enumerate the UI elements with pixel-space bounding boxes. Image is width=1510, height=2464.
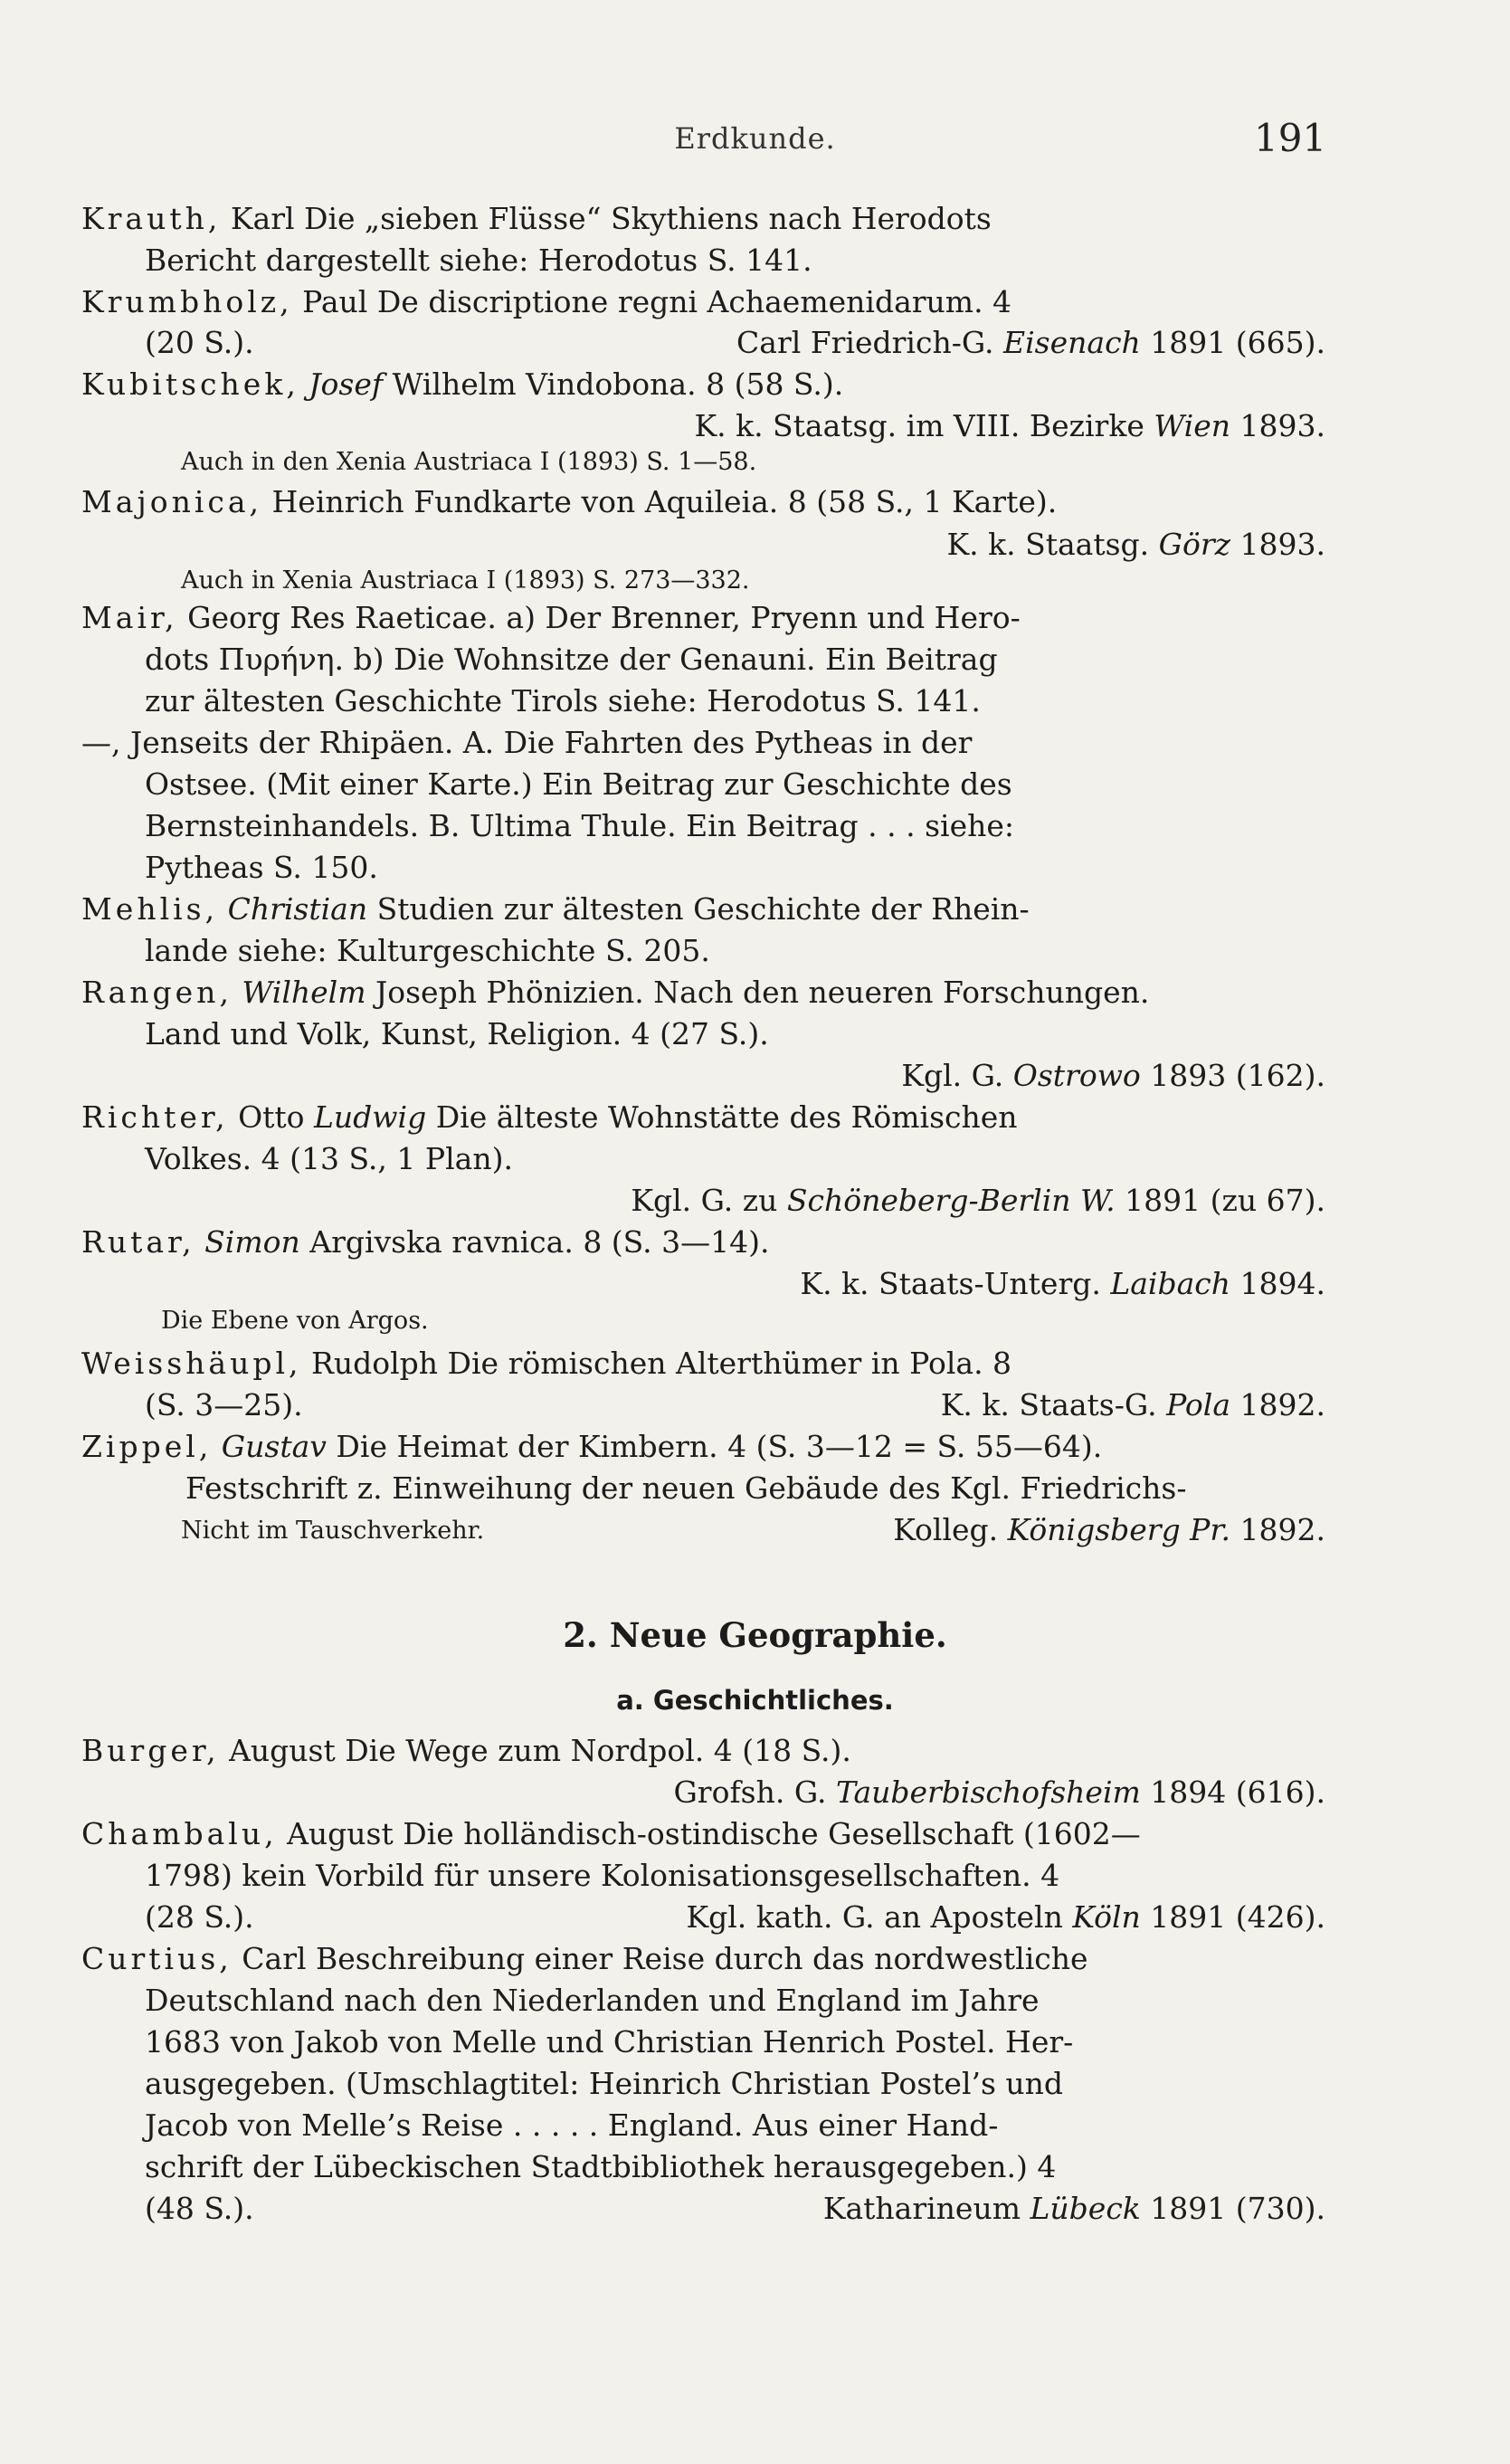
entry-curtius: Curtius, Carl Beschreibung einer Reise durch das nordwestliche [81,1941,1088,1976]
entry-zippel-publisher: Kolleg. Königsberg Pr. 1892. [893,1512,1325,1547]
entry-kubitschek-note: Auch in den Xenia Austriaca I (1893) S. 1—58. [181,448,757,476]
entry-rutar: Rutar, Simon Argivska ravnica. 8 (S. 3—14). [81,1224,770,1260]
entry-krauth-cont: Bericht dargestellt siehe: Herodotus S. 141. [145,243,812,278]
entry-majonica: Majonica, Heinrich Fundkarte von Aquileia. 8 (58 S., 1 Karte). [81,484,1058,519]
entry-majonica-note: Auch in Xenia Austriaca I (1893) S. 273—332. [181,566,750,595]
entry-chambalu-line: 1798) kein Vorbild für unsere Kolonisationsgesellschaften. 4 [145,1858,1060,1893]
entry-weisshaeupl-publisher: K. k. Staats-G. Pola 1892. [940,1387,1325,1422]
author-name: Mair, [81,600,178,635]
entry-jenseits-line: Bernsteinhandels. B. Ultima Thule. Ein Beitrag . . . siehe: [145,808,1014,843]
author-name: Mehlis, [81,891,219,927]
entry-majonica-publisher: K. k. Staatsg. Görz 1893. [946,527,1325,562]
entry-kubitschek-publisher: K. k. Staatsg. im VIII. Bezirke Wien 1893. [694,408,1325,443]
entry-curtius-publisher: Katharineum Lübeck 1891 (730). [822,2191,1325,2226]
entry-jenseits: —, Jenseits der Rhipäen. A. Die Fahrten des Pytheas in der [81,725,973,760]
author-name: Richter, [81,1099,229,1135]
entry-burger-publisher: Grofsh. G. Tauberbischofsheim 1894 (616). [673,1774,1325,1810]
author-name: Burger, [81,1733,220,1768]
entry-curtius-line: 1683 von Jakob von Melle und Christian Henrich Postel. Her- [145,2024,1074,2060]
entry-krumbholz: Krumbholz, Paul De discriptione regni Achaemenidarum. 4 [81,284,1012,319]
entry-rangen-publisher: Kgl. G. Ostrowo 1893 (162). [901,1058,1325,1093]
entry-richter: Richter, Otto Ludwig Die älteste Wohnstätte des Römischen [81,1099,1018,1135]
entry-curtius-cont: (48 S.). [145,2191,254,2226]
author-name: Krauth, [81,201,222,236]
author-name: Zippel, [81,1429,213,1464]
entry-jenseits-line: Ostsee. (Mit einer Karte.) Ein Beitrag zur Geschichte des [145,766,1012,802]
entry-richter-publisher: Kgl. G. zu Schöneberg-Berlin W. 1891 (zu 67). [631,1183,1325,1218]
author-name: Weisshäupl, [81,1346,302,1381]
entry-curtius-line: ausgegeben. (Umschlagtitel: Heinrich Christian Postel’s und [145,2066,1064,2101]
entry-jenseits-line: Pytheas S. 150. [145,850,378,885]
entry-curtius-line: schrift der Lübeckischen Stadtbibliothek herausgegeben.) 4 [145,2149,1057,2184]
entry-krumbholz-publisher: Carl Friedrich-G. Eisenach 1891 (665). [736,325,1325,360]
section-title: 2. Neue Geographie. [563,1615,947,1655]
entry-mair-line: dots Πυρήνη. b) Die Wohnsitze der Genauni. Ein Beitrag [145,642,998,677]
running-head: Erdkunde. [674,121,836,156]
entry-mair: Mair, Georg Res Raeticae. a) Der Brenner, Pryenn und Hero- [81,600,1021,635]
author-name: Majonica, [81,484,263,519]
entry-curtius-line: Jacob von Melle’s Reise . . . . . England. Aus einer Hand- [145,2107,999,2143]
entry-krauth: Krauth, Karl Die „sieben Flüsse“ Skythiens nach Herodots [81,201,992,236]
entry-chambalu: Chambalu, August Die holländisch-ostindische Gesellschaft (1602— [81,1816,1141,1851]
entry-chambalu-cont: (28 S.). [145,1899,254,1935]
entry-mair-line: zur ältesten Geschichte Tirols siehe: Herodotus S. 141. [145,683,981,718]
author-name: —, [81,725,121,760]
entry-rutar-note: Die Ebene von Argos. [161,1307,429,1335]
entry-zippel-line: Festschrift z. Einweihung der neuen Gebäude des Kgl. Friedrichs- [185,1470,1187,1506]
author-name: Rangen, [81,975,233,1010]
entry-burger: Burger, August Die Wege zum Nordpol. 4 (18 S.). [81,1733,851,1768]
section-subtitle: a. Geschichtliches. [616,1685,894,1716]
entry-rangen-line: Land und Volk, Kunst, Religion. 4 (27 S.). [145,1016,769,1051]
entry-weisshaeupl: Weisshäupl, Rudolph Die römischen Alterthümer in Pola. 8 [81,1346,1012,1381]
author-name: Chambalu, [81,1816,278,1851]
page-number: 191 [1254,116,1327,160]
author-name: Krumbholz, [81,284,293,319]
entry-richter-line: Volkes. 4 (13 S., 1 Plan). [145,1141,513,1176]
entry-weisshaeupl-cont: (S. 3—25). [145,1387,303,1422]
author-name: Rutar, [81,1224,195,1260]
author-name: Kubitschek, [81,366,299,402]
author-name: Curtius, [81,1941,233,1976]
entry-mehlis: Mehlis, Christian Studien zur ältesten Geschichte der Rhein- [81,891,1030,927]
entry-zippel-note: Nicht im Tauschverkehr. [181,1517,485,1545]
entry-curtius-line: Deutschland nach den Niederlanden und England im Jahre [145,1983,1040,2018]
entry-kubitschek: Kubitschek, Josef Wilhelm Vindobona. 8 (58 S.). [81,366,844,402]
entry-rangen: Rangen, Wilhelm Joseph Phönizien. Nach den neueren Forschungen. [81,975,1150,1010]
entry-mehlis-line: lande siehe: Kulturgeschichte S. 205. [145,933,710,968]
entry-rutar-publisher: K. k. Staats-Unterg. Laibach 1894. [800,1266,1325,1301]
entry-chambalu-publisher: Kgl. kath. G. an Aposteln Köln 1891 (426). [686,1899,1325,1935]
entry-krumbholz-cont: (20 S.). [145,325,254,360]
entry-zippel: Zippel, Gustav Die Heimat der Kimbern. 4 (S. 3—12 = S. 55—64). [81,1429,1103,1464]
